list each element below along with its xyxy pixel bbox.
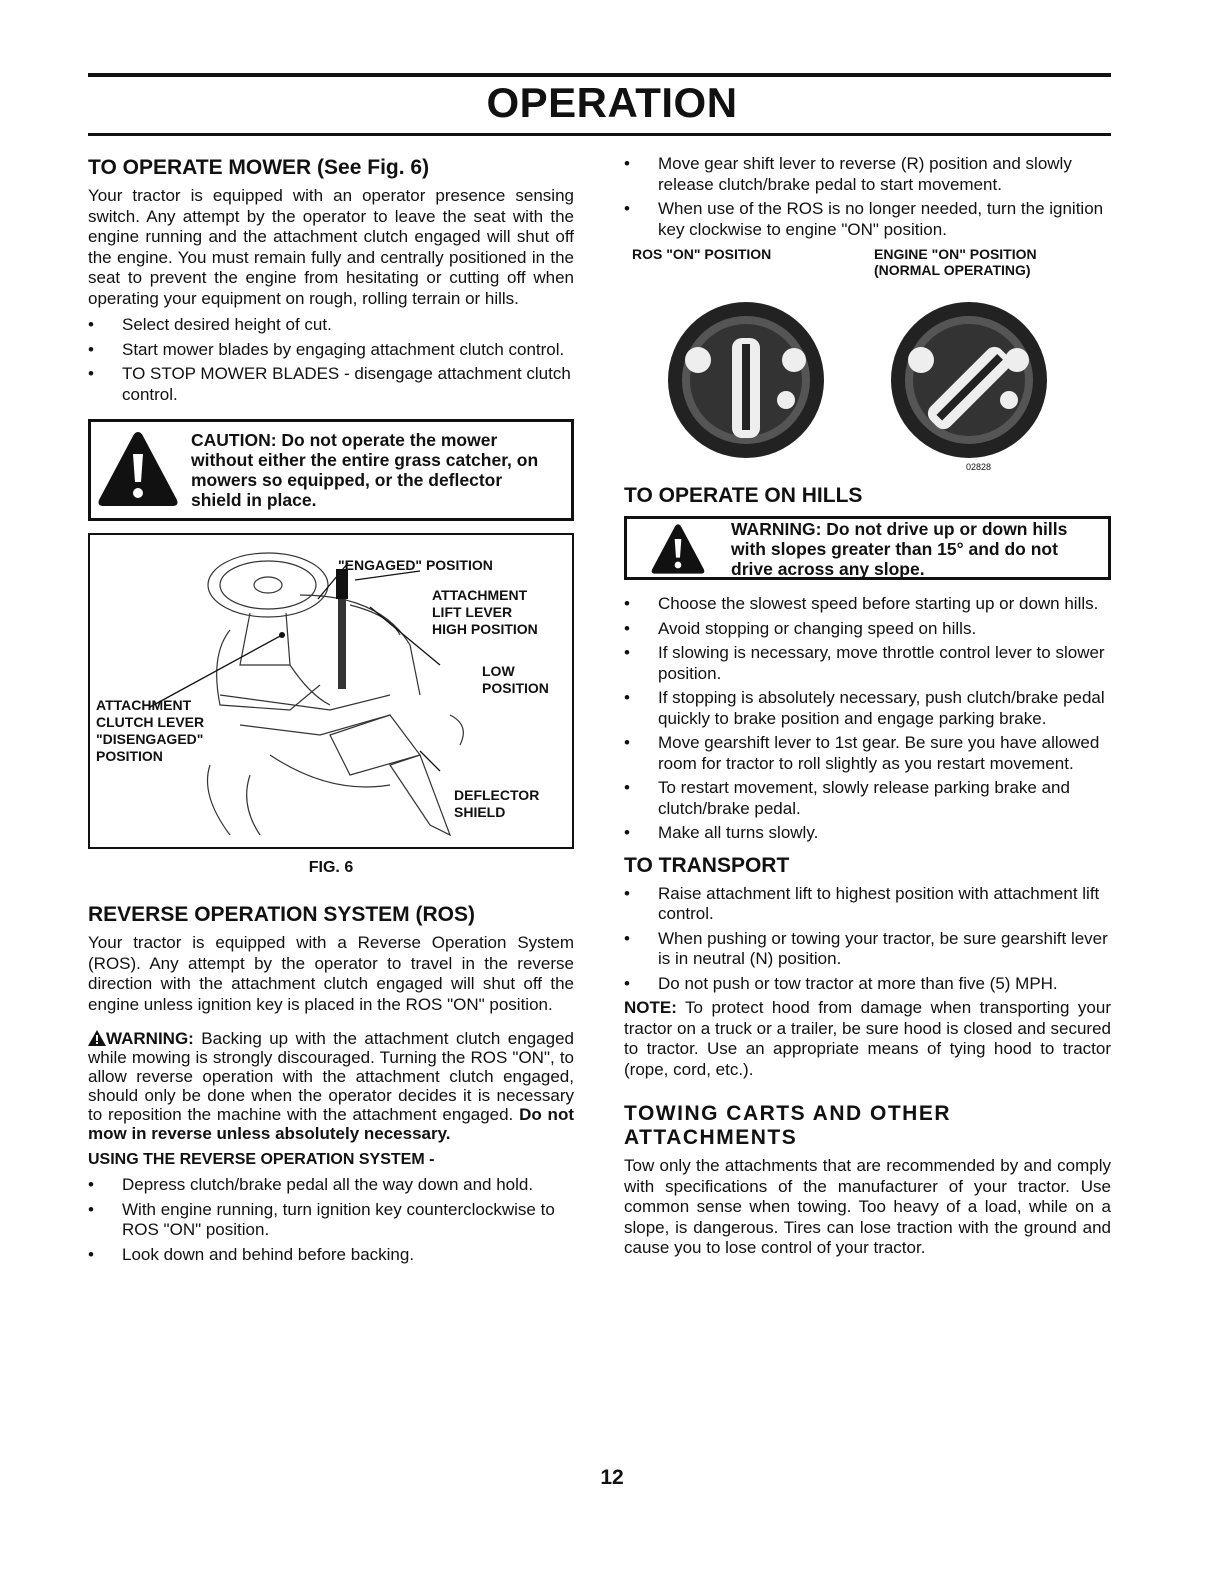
page-title: OPERATION (486, 79, 738, 126)
hills-heading: TO OPERATE ON HILLS (624, 484, 863, 507)
mower-heading: TO OPERATE MOWER (See Fig. 6) (88, 156, 430, 179)
ros-continued-list (624, 154, 1111, 240)
mower-list (88, 315, 574, 405)
caution-text: CAUTION: Do not operate the mower without either the entire grass catcher, on mowers so equipped, or the deflector shield in place. (191, 430, 539, 510)
left-column (88, 150, 574, 1269)
page-number: 12 (600, 1466, 624, 1489)
hills-list (624, 594, 1111, 844)
figure-caption: FIG. 6 (308, 859, 354, 876)
ros-warning-label: WARNING: (106, 1029, 194, 1048)
mower-intro: Your tractor is equipped with an operator presence sensing switch. Any attempt by the operator to leave the seat with the engine running and the attachment clutch engaged will shut off the engine. You must remain fully and centrally positioned in the seat to prevent the engine from hesitating or cutting off when operating your equipment on rough, rolling terrain or hills. (88, 186, 574, 308)
list-item: • Avoid stopping or changing speed on hills. (624, 619, 1111, 640)
right-column (624, 150, 1111, 1265)
ignition-dials-figure (624, 244, 1111, 476)
ros-warning (88, 1029, 574, 1143)
hills-warning-box (624, 516, 1111, 580)
transport-heading: TO TRANSPORT (624, 853, 790, 877)
ros-heading: REVERSE OPERATION SYSTEM (ROS) (88, 903, 475, 926)
list-item: • With engine running, turn ignition key counterclockwise to ROS "ON" position. (88, 1200, 574, 1241)
note-label: NOTE: (624, 998, 677, 1017)
ignition-switch-ros-icon (666, 300, 826, 460)
warning-triangle-icon (649, 523, 707, 575)
towing-text: Tow only the attachments that are recommended by and comply with specifications of the manufacturer of your tractor. Use common sense when towing. Too heavy of a load, while on a slope, is dangerous. Tires can lose traction with the ground and cause you to lose control of your tractor. (624, 1156, 1111, 1257)
title-rule (88, 133, 1111, 136)
list-item: • Choose the slowest speed before starting up or down hills. (624, 594, 1111, 615)
note-text: To protect hood from damage when transporting your tractor on a truck or a trailer, be sure hood is closed and secured to tractor. Use an appropriate means of tying hood to tractor (rope, cord, etc.). (624, 998, 1111, 1079)
list-item: • Move gear shift lever to reverse (R) position and slowly release clutch/brake pedal to start movement. (624, 154, 1111, 195)
list-item: • Start mower blades by engaging attachment clutch control. (88, 340, 574, 361)
dial-code: 02828 (966, 462, 992, 472)
list-item: • If stopping is absolutely necessary, push clutch/brake pedal quickly to brake position and engage parking brake. (624, 688, 1111, 729)
ros-warning-bold: Do not mow in reverse unless absolutely necessary. (88, 1105, 574, 1143)
list-item: • Move gearshift lever to 1st gear. Be sure you have allowed room for tractor to roll slightly as you restart movement. (624, 733, 1111, 774)
list-item: • TO STOP MOWER BLADES - disengage attachment clutch control. (88, 364, 574, 405)
top-rule (88, 73, 1111, 77)
list-item: • To restart movement, slowly release parking brake and clutch/brake pedal. (624, 778, 1111, 819)
transport-list (624, 884, 1111, 995)
hills-warning-text: WARNING: Do not drive up or down hills with slopes greater than 15° and do not drive across any slope. (731, 519, 1068, 579)
list-item: • Raise attachment lift to highest position with attachment lift control. (624, 884, 1111, 925)
list-item: • If slowing is necessary, move throttle control lever to slower position. (624, 643, 1111, 684)
list-item: • Make all turns slowly. (624, 823, 1111, 844)
list-item: • Select desired height of cut. (88, 315, 574, 336)
list-item: • Depress clutch/brake pedal all the way down and hold. (88, 1175, 574, 1196)
list-item: • When use of the ROS is no longer needed, turn the ignition key clockwise to engine "ON" position. (624, 199, 1111, 240)
low-position-label: LOW POSITION (482, 663, 549, 696)
list-item: • Do not push or tow tractor at more than five (5) MPH. (624, 974, 1111, 995)
towing-heading: TOWING CARTS AND OTHER ATTACHMENTS (624, 1102, 951, 1149)
ros-warning-text: Backing up with the attachment clutch engaged while mowing is strongly discouraged. Turning the ROS "ON", to allow reverse operation with the attachment clutch engaged, should only be done when the operator decides it is necessary to reposition the machine with the attachment engaged. (88, 1029, 574, 1124)
list-item: • Look down and behind before backing. (88, 1245, 574, 1266)
deflector-shield-label: DEFLECTOR SHIELD (454, 787, 540, 820)
engaged-position-label: "ENGAGED" POSITION (338, 557, 493, 573)
warning-triangle-icon (88, 1030, 106, 1046)
clutch-lever-label: ATTACHMENT CLUTCH LEVER "DISENGAGED" POSITION (96, 697, 205, 764)
list-item: • When pushing or towing your tractor, be sure gearshift lever is in neutral (N) position. (624, 929, 1111, 970)
transport-note (624, 998, 1111, 1080)
lift-lever-label: ATTACHMENT LIFT LEVER HIGH POSITION (432, 587, 538, 637)
engine-on-label: ENGINE "ON" POSITION (NORMAL OPERATING) (874, 246, 1037, 278)
figure-6 (88, 533, 574, 849)
using-ros-heading: USING THE REVERSE OPERATION SYSTEM - (88, 1151, 435, 1168)
caution-box (88, 419, 574, 521)
ros-intro: Your tractor is equipped with a Reverse Operation System (ROS). Any attempt by the operator to travel in the reverse direction with the attachment clutch engaged will shut off the engine unless ignition key is placed in the ROS "ON" position. (88, 933, 574, 1014)
ros-on-label: ROS "ON" POSITION (632, 246, 772, 262)
warning-triangle-icon (97, 430, 179, 508)
ignition-switch-run-icon (889, 300, 1049, 460)
using-ros-list (88, 1175, 574, 1265)
